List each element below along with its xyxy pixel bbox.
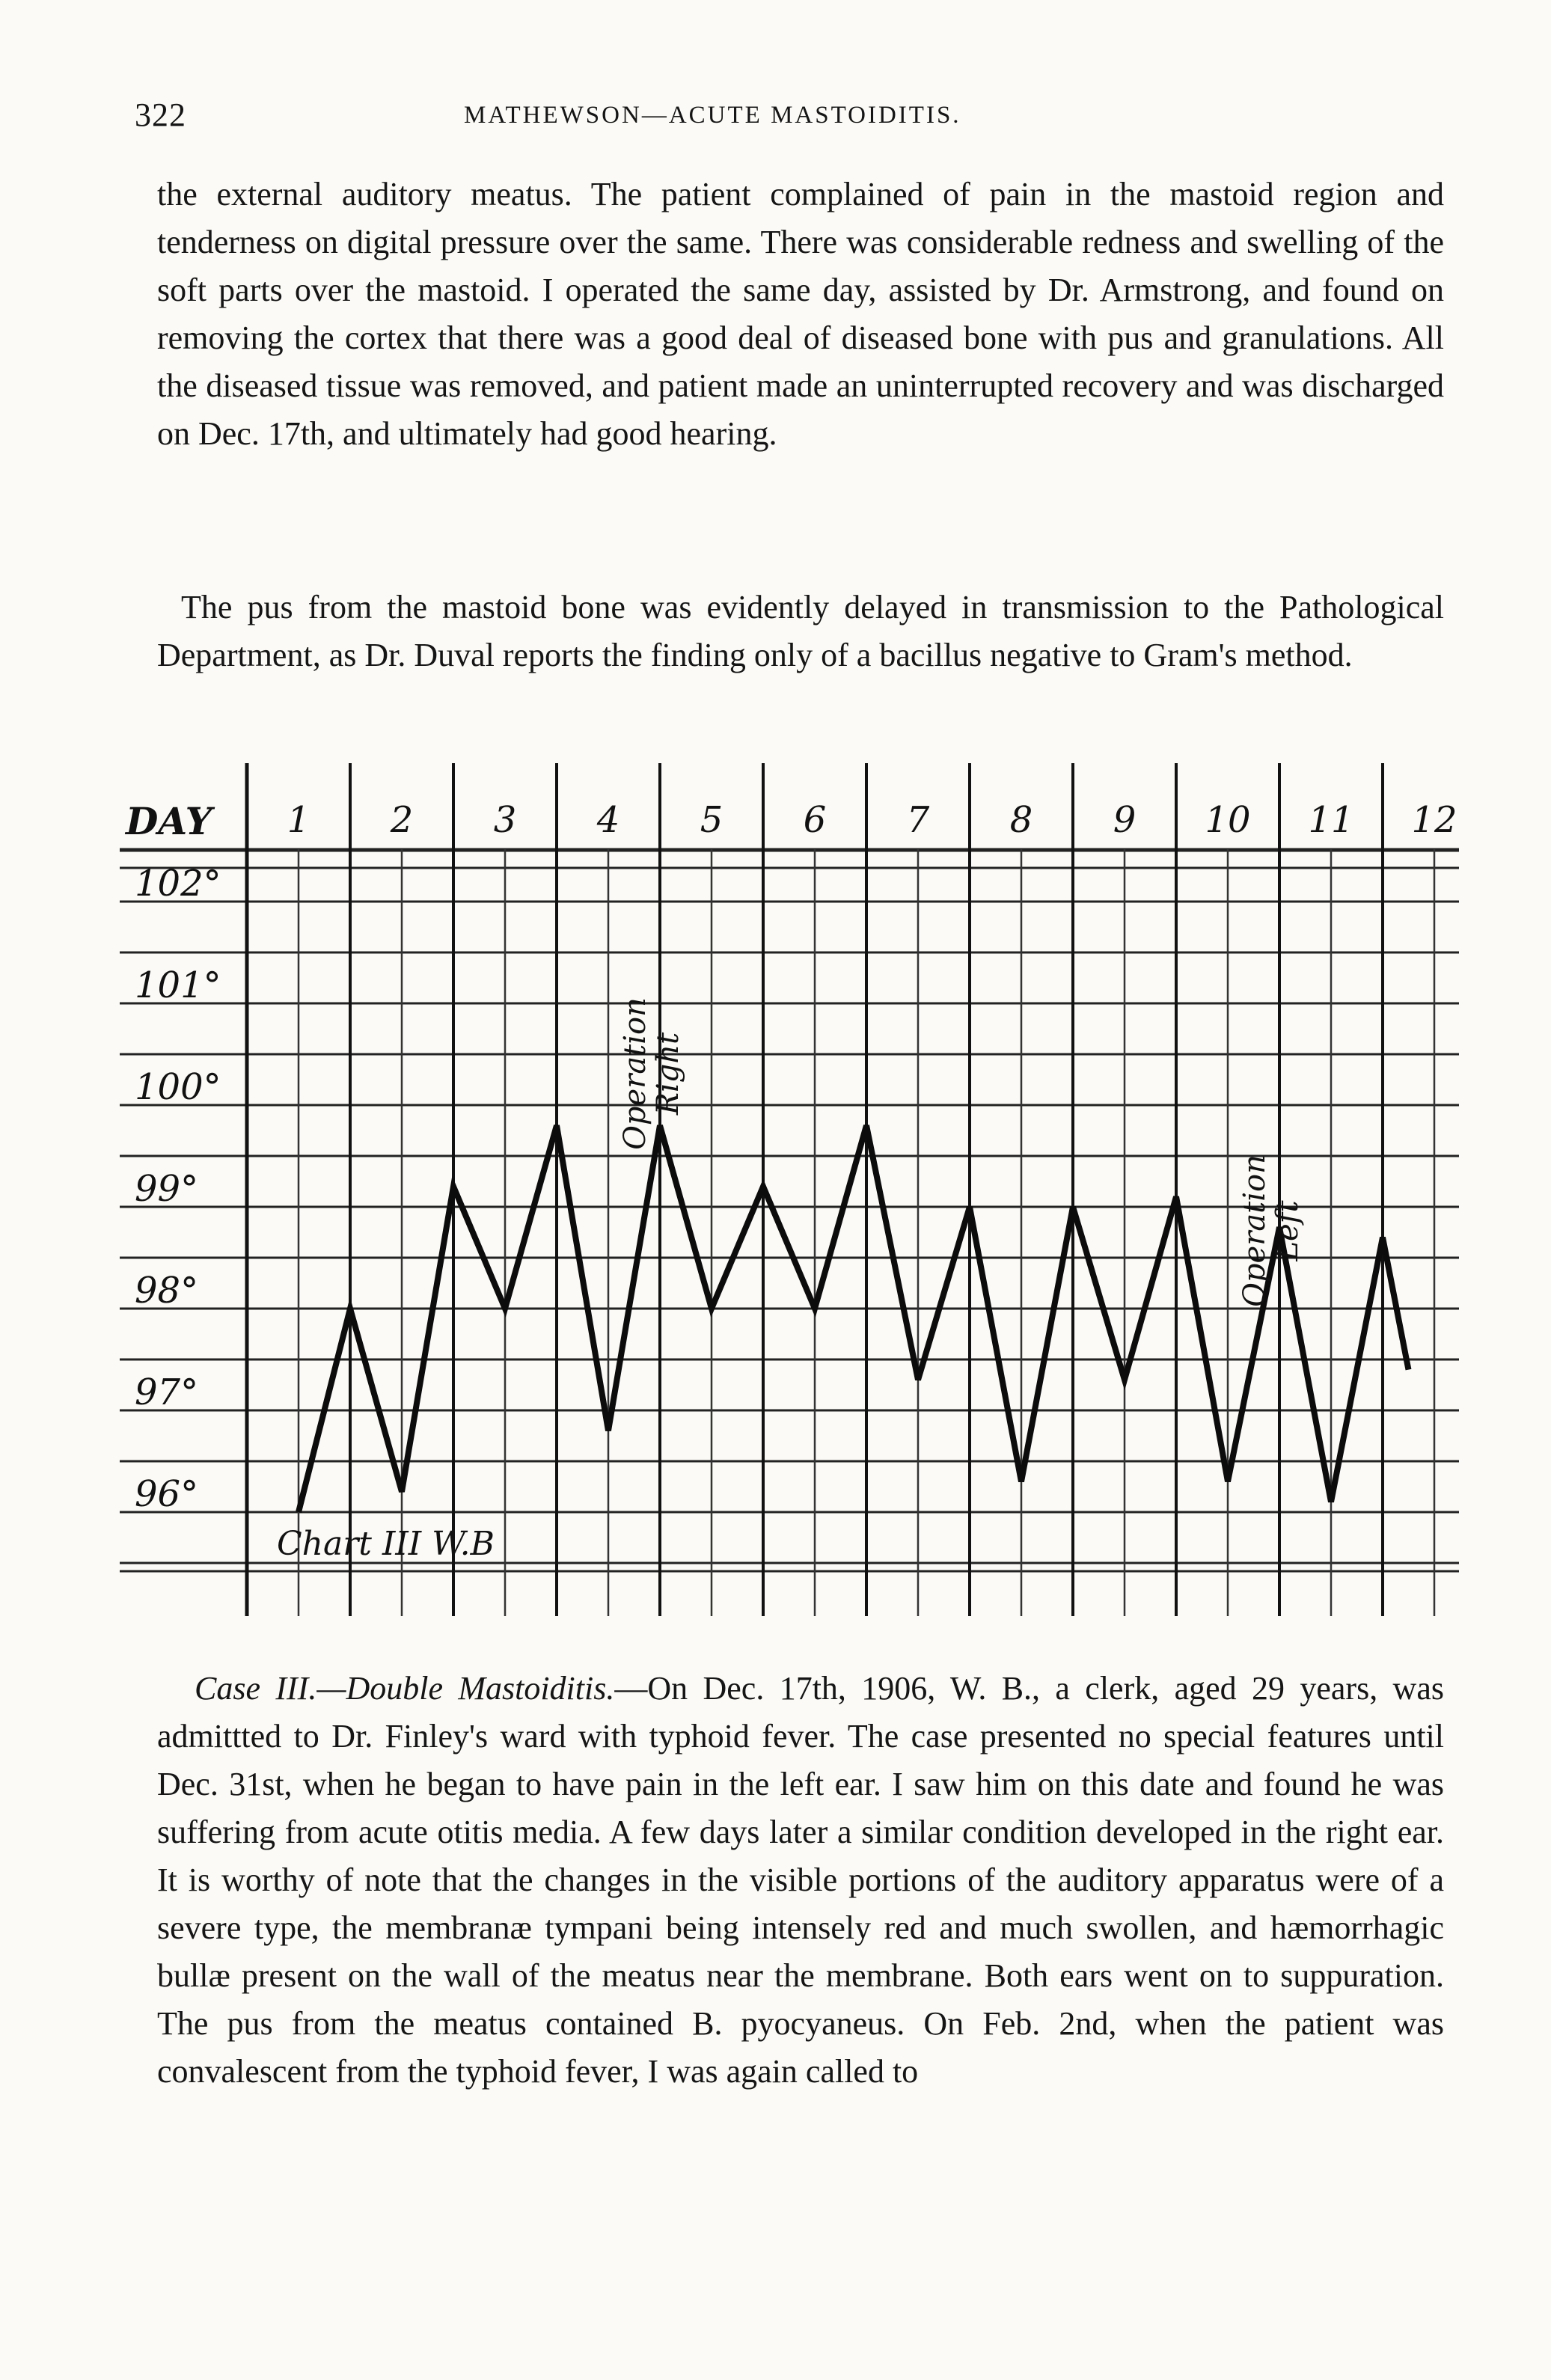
- annotation-operation-left: [1238, 1154, 1305, 1307]
- y-tick-label: 97°: [135, 1371, 199, 1413]
- temperature-chart-svg: [112, 748, 1459, 1646]
- annotation-operation-right: [618, 997, 685, 1150]
- running-head: [135, 96, 1437, 141]
- annotation-operation-left-word: Operation: [1238, 1154, 1272, 1307]
- page-number: 322: [135, 97, 186, 133]
- paragraph-1: the external auditory meatus. The patient complained of pain in the mastoid region and tenderness on digital pressure over the same. There was considerable redness and swelling of the soft parts over the mastoid. I operated the same day, assisted by Dr. Armstrong, and found on removing the cortex that there was a good deal of diseased bone with pus and granulations. All the diseased tissue was removed, and patient made an uninterrupted recovery and was discharged on Dec. 17th, and ultimately had good hearing.: [157, 176, 1444, 452]
- y-tick-label: 102°: [135, 863, 221, 905]
- running-title: MATHEWSON—ACUTE MASTOIDITIS.: [464, 102, 961, 129]
- chart-signature-label: Chart III W.B: [277, 1525, 495, 1563]
- x-tick-label: 4: [596, 799, 620, 841]
- annotation-operation-right-word: Operation: [618, 997, 652, 1150]
- temperature-chart: [112, 748, 1459, 1646]
- x-tick-label: 1: [287, 799, 310, 841]
- x-tick-label: 10: [1205, 799, 1251, 841]
- paragraph-2: The pus from the mastoid bone was evidently delayed in transmission to the Pathological Department, as Dr. Duval reports the finding only of a bacillus negative to Gram's method.: [157, 589, 1444, 673]
- annotation-operation-right-word: Right: [651, 1032, 685, 1116]
- y-tick-label: 96°: [135, 1473, 199, 1515]
- case-heading: Case III.—Double Mastoiditis.: [195, 1670, 615, 1707]
- x-tick-label: 7: [906, 799, 930, 841]
- x-tick-label: 6: [803, 799, 827, 841]
- x-tick-label: 12: [1411, 799, 1457, 841]
- x-tick-label: 2: [390, 799, 414, 841]
- x-axis-label: DAY: [126, 799, 212, 843]
- y-tick-label: 101°: [135, 964, 221, 1006]
- paragraph-case-iii: [157, 1665, 1444, 2096]
- x-tick-label: 3: [493, 799, 517, 841]
- x-tick-label: 5: [700, 799, 724, 841]
- x-tick-label: 11: [1308, 799, 1354, 841]
- y-tick-label: 100°: [135, 1066, 221, 1108]
- y-tick-label: 98°: [135, 1270, 199, 1312]
- x-tick-label: 8: [1009, 799, 1033, 841]
- case-body: —On Dec. 17th, 1906, W. B., a clerk, aged 29 years, was admittted to Dr. Finley's ward with typhoid fever. The case presented no special features until Dec. 31st, when he began to have pain in the left ear. I saw him on this date and found he was suffering from acute otitis media. A few days later a similar condition developed in the right ear. It is worthy of note that the changes in the visible portions of the auditory apparatus were of a severe type, the membranæ tympani being intensely red and much swollen, and hæmorrhagic bullæ present on the wall of the meatus near the membrane. Both ears went on to suppuration. The pus from the meatus contained B. pyocyaneus. On Feb. 2nd, when the patient was convalescent from the typhoid fever, I was again called to: [157, 1670, 1444, 2090]
- x-tick-label: 9: [1113, 799, 1137, 841]
- annotation-operation-left-word: Left: [1270, 1200, 1305, 1261]
- y-tick-label: 99°: [135, 1168, 199, 1210]
